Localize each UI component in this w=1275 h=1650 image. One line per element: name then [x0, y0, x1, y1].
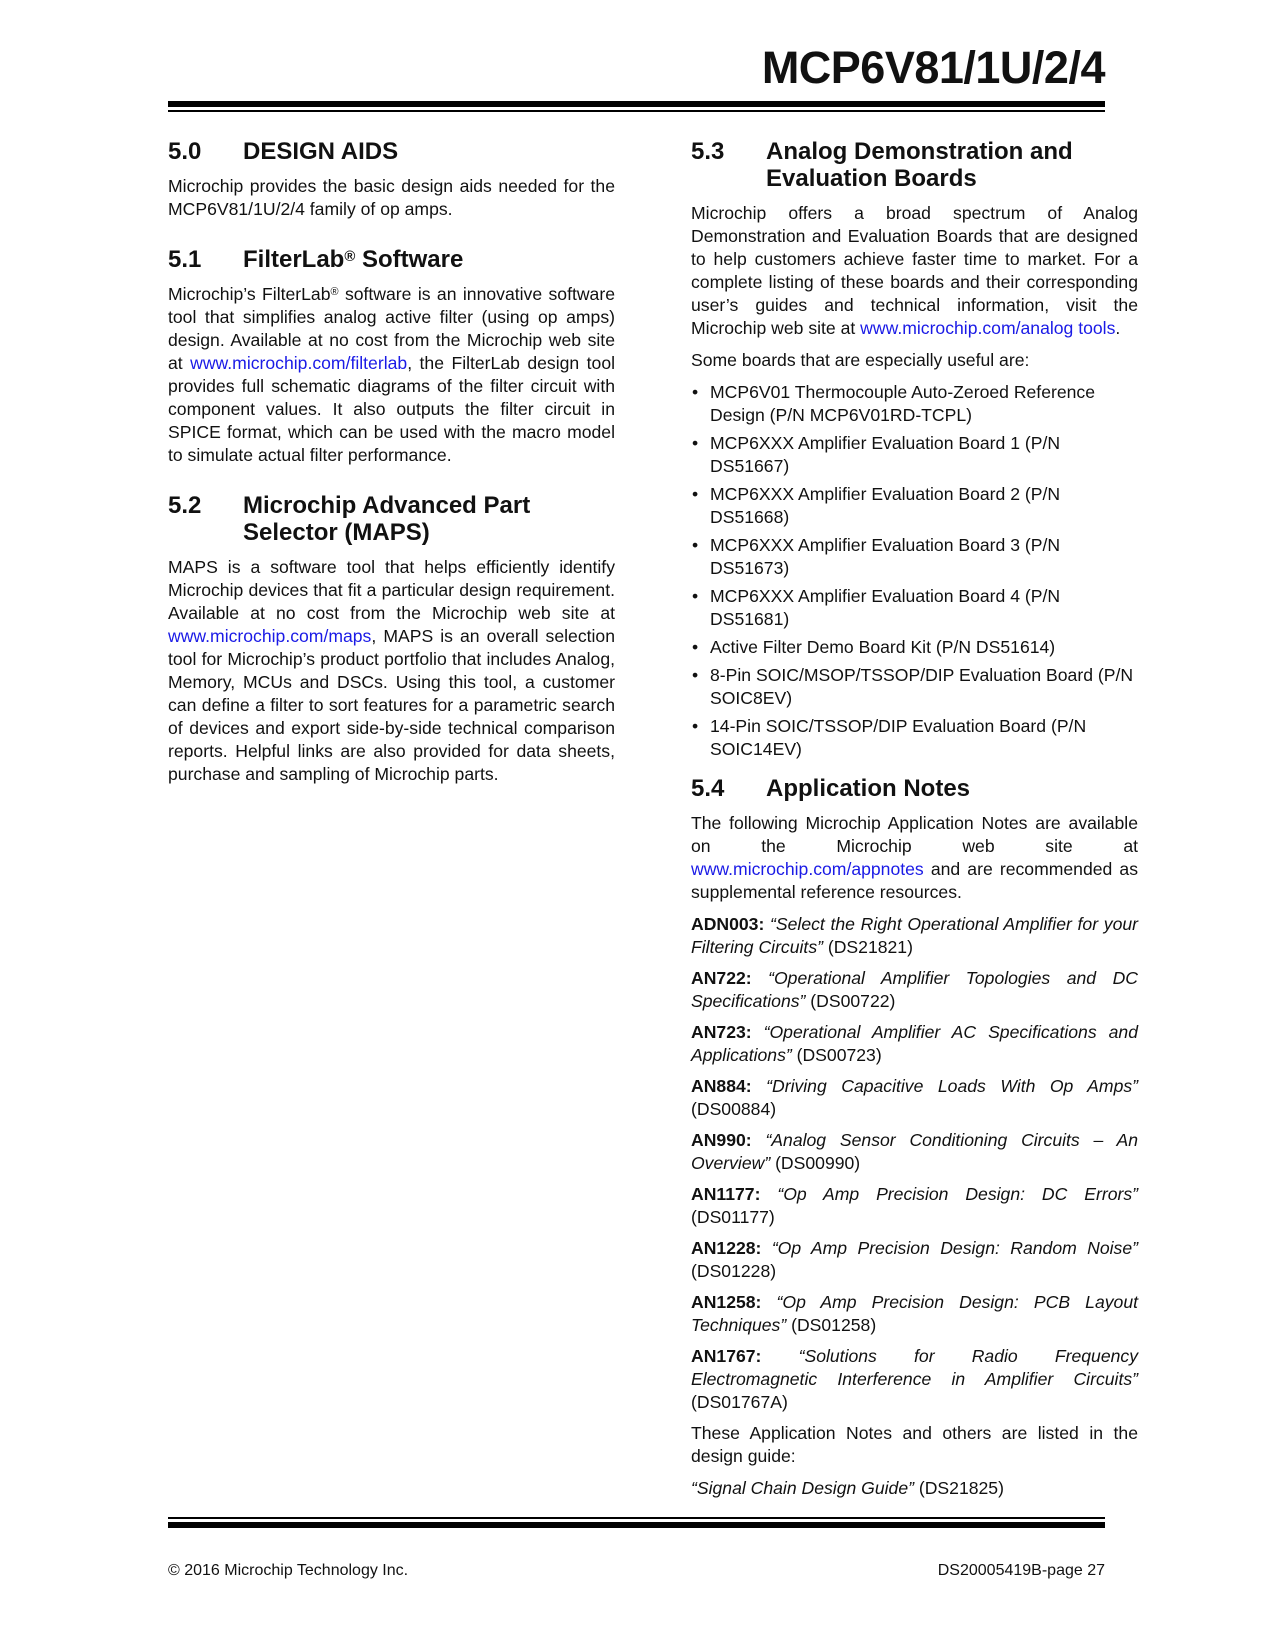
- app-note: AN1177: “Op Amp Precision Design: DC Errors” (DS01177): [691, 1184, 1138, 1227]
- app-note: AN1767: “Solutions for Radio Frequency Electromagnetic Interference in Amplifier Circuits” (DS01767A): [691, 1346, 1139, 1412]
- footer-rule-thick: [168, 1522, 1105, 1528]
- section-5-0: [168, 138, 615, 221]
- section-5-2: [168, 492, 615, 786]
- boards-list: [691, 381, 1138, 761]
- app-note: ADN003: “Select the Right Operational Amplifier for your Filtering Circuits” (DS21821): [691, 914, 1138, 957]
- section-title: Microchip Advanced Part Selector (MAPS): [243, 492, 531, 546]
- paragraph: Microchip provides the basic design aids needed for the MCP6V81/1U/2/4 family of op amps.: [168, 176, 615, 219]
- list-item: • MCP6XXX Amplifier Evaluation Board 4 (P/N DS51681): [691, 585, 1138, 631]
- section-title: Application Notes: [766, 775, 971, 802]
- section-title-suffix: Software: [355, 246, 464, 273]
- section-heading: [168, 492, 615, 546]
- section-heading: [168, 138, 615, 165]
- list-item: • MCP6V01 Thermocouple Auto-Zeroed Reference Design (P/N MCP6V01RD-TCPL): [691, 381, 1138, 427]
- section-number: 5.1: [168, 246, 202, 273]
- page-title: MCP6V81/1U/2/4: [761, 42, 1105, 93]
- section-number: 5.0: [168, 138, 202, 165]
- section-heading: [691, 138, 1138, 192]
- paragraph: Some boards that are especially useful are:: [691, 350, 1030, 370]
- app-note: AN884: “Driving Capacitive Loads With Op Amps” (DS00884): [691, 1076, 1139, 1119]
- app-note: AN1258: “Op Amp Precision Design: PCB Layout Techniques” (DS01258): [691, 1292, 1138, 1335]
- copyright-text: © 2016 Microchip Technology Inc.: [168, 1562, 409, 1579]
- app-note: AN1228: “Op Amp Precision Design: Random Noise” (DS01228): [691, 1238, 1138, 1281]
- section-title: DESIGN AIDS: [243, 138, 399, 165]
- list-item: • MCP6XXX Amplifier Evaluation Board 3 (P/N DS51673): [691, 534, 1138, 580]
- list-item: • 14-Pin SOIC/TSSOP/DIP Evaluation Board (P/N SOIC14EV): [691, 715, 1138, 761]
- section-number: 5.2: [168, 492, 202, 519]
- paragraph: MAPS is a software tool that helps efficiently identify Microchip devices that fit a particular design requirement. Available at no cost from the Microchip web site at www.microchip.com/maps, MAPS is an overall selection tool for Microchip’s product portfolio that includes Analog, Memory, MCUs and DSCs. Using this tool, a customer can define a filter to sort features for a parametric search of devices and export side-by-side technical comparison reports. Helpful links are also provided for data sheets, purchase and sampling of Microchip parts.: [168, 557, 615, 784]
- section-5-3: [691, 138, 1138, 761]
- app-note: AN990: “Analog Sensor Conditioning Circuits – An Overview” (DS00990): [691, 1130, 1138, 1173]
- registered-mark: ®: [330, 286, 339, 298]
- footer-rule-thin: [168, 1517, 1105, 1519]
- paragraph: These Application Notes and others are listed in the design guide:: [691, 1423, 1138, 1466]
- appnotes-link[interactable]: www.microchip.com/appnotes: [691, 859, 924, 879]
- list-item: • 8-Pin SOIC/MSOP/TSSOP/DIP Evaluation Board (P/N SOIC8EV): [691, 664, 1138, 710]
- paragraph: Microchip offers a broad spectrum of Analog Demonstration and Evaluation Boards that are designed to help customers achieve faster time to market. For a complete listing of these boards and their corresponding user’s guides and technical information, visit the Microchip web site at www.microchip.com/analog tools.: [691, 203, 1138, 338]
- section-title: Analog Demonstration and Evaluation Boards: [766, 138, 1073, 192]
- section-heading: [691, 775, 1138, 802]
- section-5-4: [691, 775, 1138, 1500]
- left-column: [168, 138, 615, 795]
- paragraph: Microchip’s FilterLab® software is an innovative software tool that simplifies analog active filter (using op amps) design. Available at no cost from the Microchip web site at www.microchip.com/filterlab, the FilterLab design tool provides full schematic diagrams of the filter circuit with component values. It also outputs the filter circuit in SPICE format, which can be used with the macro model to simulate actual filter performance.: [168, 284, 616, 465]
- paragraph: The following Microchip Application Notes are available on the Microchip web site at www.microchip.com/appnotes and are recommended as supplemental reference resources.: [691, 813, 1138, 902]
- header-rule-thick: [168, 101, 1105, 107]
- header-rule-thin: [168, 110, 1105, 112]
- section-5-1: [168, 246, 615, 467]
- list-item: • Active Filter Demo Board Kit (P/N DS51614): [691, 636, 1138, 659]
- section-heading: [168, 246, 615, 273]
- filterlab-link[interactable]: www.microchip.com/filterlab: [190, 353, 408, 373]
- registered-mark: ®: [344, 249, 356, 265]
- section-number: 5.3: [691, 138, 725, 165]
- section-title: FilterLab: [243, 246, 345, 273]
- section-number: 5.4: [691, 775, 725, 802]
- list-item: • MCP6XXX Amplifier Evaluation Board 1 (P/N DS51667): [691, 432, 1138, 478]
- right-column: [691, 138, 1138, 1509]
- app-note: AN722: “Operational Amplifier Topologies and DC Specifications” (DS00722): [691, 968, 1138, 1011]
- page-number: DS20005419B-page 27: [937, 1562, 1105, 1579]
- design-guide-ref: “Signal Chain Design Guide” (DS21825): [691, 1478, 1004, 1498]
- list-item: • MCP6XXX Amplifier Evaluation Board 2 (P/N DS51668): [691, 483, 1138, 529]
- analog-tools-link[interactable]: www.microchip.com/analog tools: [860, 318, 1116, 338]
- app-note: AN723: “Operational Amplifier AC Specifications and Applications” (DS00723): [691, 1022, 1138, 1065]
- maps-link[interactable]: www.microchip.com/maps: [168, 626, 372, 646]
